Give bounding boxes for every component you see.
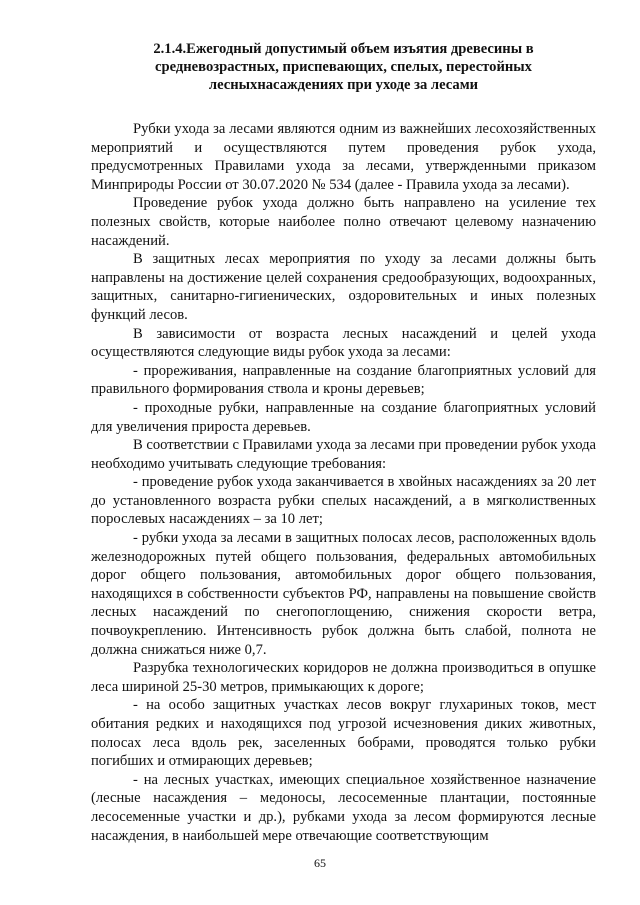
section-heading-line-1: 2.1.4.Ежегодный допустимый объем изъятия древесины в <box>153 41 534 57</box>
paragraph: В зависимости от возраста лесных насаждений и целей ухода осуществляются следующие виды рубок ухода за лесами: <box>91 325 596 361</box>
paragraph: Проведение рубок ухода должно быть направлено на усиление тех полезных свойств, которые наиболее полно отвечают целевому назначению насаждений. <box>91 195 596 249</box>
section-heading <box>91 40 596 94</box>
paragraph: Рубки ухода за лесами являются одним из важнейших лесохозяйственных мероприятий и осуществляются путем проведения рубок ухода, предусмотренных Правилами ухода за лесами, утвержденными приказом Минприроды России от 30.07.2020 № 534 (далее - Правила ухода за лесами). <box>91 121 596 193</box>
list-item: - на лесных участках, имеющих специальное хозяйственное назначение (лесные насаждения – медоносы, лесосеменные плантации, постоянные лесосеменные участки и др.), рубками ухода за лесом формируются лесные насаждения, в наибольшей мере отвечающие соответствующим <box>91 771 596 844</box>
list-item: - прореживания, направленные на создание благоприятных условий для правильного формирования ствола и кроны деревьев; <box>91 362 596 398</box>
page-number: 65 <box>314 856 326 870</box>
document-page <box>91 40 596 845</box>
paragraph: Разрубка технологических коридоров не должна производиться в опушке леса шириной 25-30 метров, примыкающих к дороге; <box>91 660 596 695</box>
section-heading-line-2: средневозрастных, приспевающих, спелых, перестойных <box>155 59 532 75</box>
list-item: - проходные рубки, направленные на создание благоприятных условий для увеличения прироста деревьев. <box>91 399 596 435</box>
list-item: - рубки ухода за лесами в защитных полосах лесов, расположенных вдоль железнодорожных путей общего пользования, федеральных автомобильных дорог общего пользования, автомобильных дорог общего пользования, находящихся в собственности субъектов РФ, направлены на повышение свойств лесных насаждений по снегопоглощению, снижения скорости ветра, почвоукреплению. Интенсивность рубок должна быть слабой, полнота не должна снижаться ниже 0,7. <box>91 530 596 658</box>
paragraph: В защитных лесах мероприятия по уходу за лесами должны быть направлены на достижение целей сохранения средообразующих, водоохранных, защитных, санитарно-гигиенических, оздоровительных и иных полезных функций лесов. <box>91 251 596 323</box>
list-item: - на особо защитных участках лесов вокруг глухариных токов, мест обитания редких и находящихся под угрозой исчезновения диких животных, полосах леса вдоль рек, заселенных бобрами, проводятся только рубки погибших и отмирающих деревьев; <box>91 697 596 770</box>
list-item: - проведение рубок ухода заканчивается в хвойных насаждениях за 20 лет до установленного возраста рубки спелых насаждений, а в мягколиственных порослевых насаждениях – за 10 лет; <box>91 474 596 528</box>
paragraph: В соответствии с Правилами ухода за лесами при проведении рубок ухода необходимо учитывать следующие требования: <box>91 437 596 472</box>
section-heading-line-3: лесныхнасаждениях при уходе за лесами <box>208 77 479 93</box>
body-text <box>91 120 596 845</box>
